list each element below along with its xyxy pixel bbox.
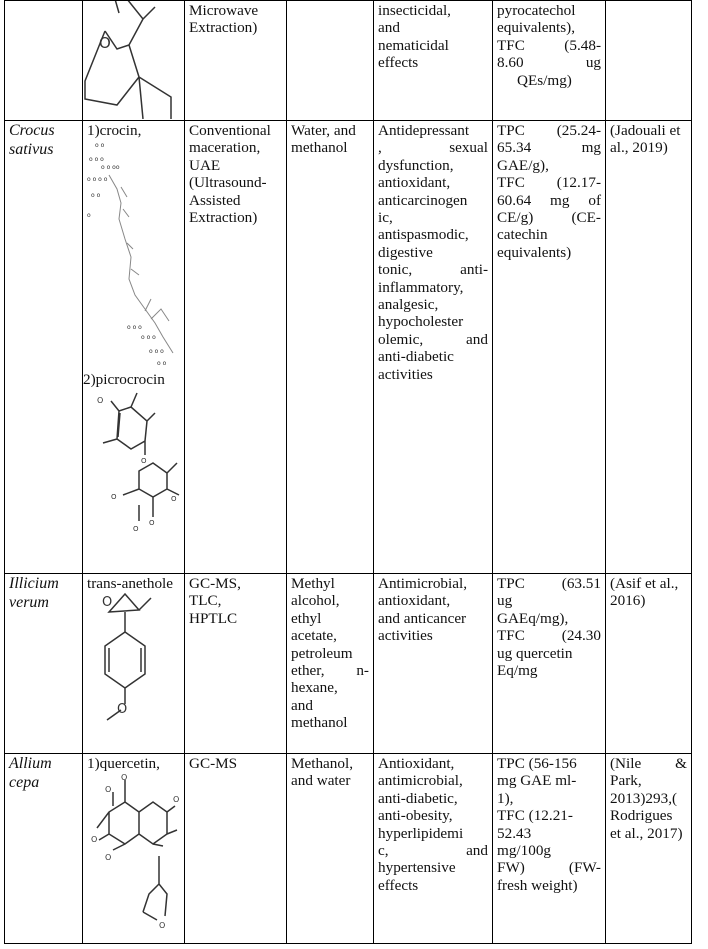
species-cell: [5, 121, 83, 574]
content-line: ug quercetin: [497, 644, 573, 662]
svg-text:O: O: [102, 595, 113, 611]
solvent-cell: [287, 1, 374, 121]
solvent-line: and water: [291, 772, 351, 790]
extraction-line: (Ultrasound-: [189, 174, 267, 192]
extraction-line: UAE: [189, 156, 221, 174]
activity-line: dysfunction,: [378, 156, 454, 174]
content-line: TPC (56-156: [497, 755, 577, 772]
table-row: [5, 1, 692, 121]
activity-line: antioxidant,: [378, 592, 451, 610]
species-name: Allium cepa: [9, 755, 52, 791]
svg-text:O: O: [171, 494, 177, 503]
content-line: TFC (12.21-: [497, 807, 573, 825]
content-line: mg GAE ml-: [497, 772, 577, 790]
activity-line: hyperlipidemi: [378, 824, 464, 842]
content-line: TPC (63.51: [497, 575, 601, 592]
solvent-cell: [287, 121, 374, 574]
activity-line: , sexual: [378, 139, 488, 157]
solvent-line: and: [291, 696, 313, 714]
activity-line: antimicrobial,: [378, 772, 463, 790]
activity-line: tonic, anti-: [378, 261, 488, 279]
activity-line: nematicidal: [378, 36, 449, 54]
reference-cell: [606, 121, 692, 574]
extraction-line: Microwave: [189, 2, 259, 19]
extraction-line: TLC,: [189, 592, 222, 610]
activity-line: ic,: [378, 209, 393, 227]
species-cell: [5, 754, 83, 944]
content-line: fresh weight): [497, 876, 578, 894]
activity-line: inflammatory,: [378, 278, 464, 296]
solvent-line: ethyl: [291, 609, 322, 627]
content-line: 65.34 mg: [497, 139, 601, 157]
content-line: 1),: [497, 789, 514, 807]
content-line: equivalents),: [497, 19, 576, 37]
structure-cell: [83, 121, 185, 574]
solvent-line: petroleum: [291, 644, 353, 662]
table-row: [5, 574, 692, 754]
anethole-structure: [87, 592, 180, 742]
activity-line: Antioxidant,: [378, 755, 455, 772]
species-name: Crocus sativus: [9, 122, 55, 158]
extraction-line: Extraction): [189, 19, 258, 37]
activity-line: insecticidal,: [378, 2, 451, 19]
extraction-line: Conventional: [189, 122, 271, 139]
activity-line: anti-diabetic,: [378, 789, 458, 807]
activity-line: hypertensive: [378, 859, 456, 877]
reference-line: 2013)293,(: [610, 789, 678, 807]
activities-cell: [374, 121, 493, 574]
activity-line: Antidepressant: [378, 122, 470, 139]
activity-line: activities: [378, 365, 433, 383]
extraction-line: Assisted: [189, 191, 241, 209]
svg-text:O: O: [99, 34, 111, 52]
compound-label: 2)picrocrocin: [83, 371, 165, 389]
reference-line: et al., 2017): [610, 824, 683, 842]
content-line: TFC (5.48-: [497, 36, 601, 54]
svg-text:O: O: [105, 785, 112, 795]
reference-line: Rodrigues: [610, 807, 673, 825]
table-row: [5, 754, 692, 944]
extraction-line: GC-MS: [189, 755, 238, 772]
svg-text:O: O: [91, 835, 98, 845]
content-line: pyrocatechol: [497, 2, 576, 19]
svg-text:o o oo: o o oo: [101, 164, 120, 172]
extraction-cell: [185, 754, 287, 944]
activity-line: antispasmodic,: [378, 226, 469, 244]
content-line: QEs/mg): [517, 71, 572, 89]
content-line: Eq/mg: [497, 662, 538, 680]
activities-cell: [374, 1, 493, 121]
extraction-line: Extraction): [189, 209, 258, 227]
compound-label: trans-anethole: [87, 575, 174, 592]
svg-text:o o o: o o o: [127, 324, 142, 332]
svg-text:O: O: [149, 518, 155, 527]
content-line: TFC (12.17-: [497, 174, 601, 192]
activity-line: c, and: [378, 842, 488, 860]
solvent-cell: [287, 754, 374, 944]
activities-cell: [374, 574, 493, 754]
reference-line: 2016): [610, 592, 646, 610]
content-line: 60.64 mg of: [497, 191, 601, 209]
reference-line: (Nile &: [610, 755, 687, 772]
cineole-structure: [83, 1, 176, 119]
reference-line: Park,: [610, 772, 642, 790]
svg-text:o o o: o o o: [141, 334, 156, 342]
reference-line: (Jadouali et: [610, 122, 681, 139]
svg-text:o o o: o o o: [149, 348, 164, 356]
activity-line: anticarcinogen: [378, 191, 468, 209]
svg-text:O: O: [173, 795, 180, 805]
solvent-line: alcohol,: [291, 592, 340, 610]
picrocrocin-structure: [87, 389, 180, 571]
reference-line: al., 2019): [610, 139, 668, 157]
solvent-line: methanol: [291, 139, 348, 157]
content-line: CE/g) (CE-: [497, 209, 601, 227]
solvent-line: methanol: [291, 714, 348, 732]
activity-line: Antimicrobial,: [378, 575, 467, 592]
activity-line: anti-obesity,: [378, 807, 453, 825]
species-name: Illicium verum: [9, 575, 59, 611]
svg-text:O: O: [133, 524, 139, 533]
activity-line: activities: [378, 627, 433, 645]
structure-cell: [83, 574, 185, 754]
svg-text:o: o: [87, 212, 91, 220]
svg-text:o o: o o: [95, 142, 105, 150]
content-line: 52.43: [497, 824, 532, 842]
extraction-line: GC-MS,: [189, 575, 241, 592]
reference-line: (Asif et al.,: [610, 575, 679, 592]
crocin-structure: [87, 139, 180, 371]
solvent-line: ether, n-: [291, 662, 369, 680]
species-cell: [5, 1, 83, 121]
compound-table: [4, 0, 692, 944]
solvent-line: Methyl: [291, 575, 335, 592]
reference-cell: [606, 1, 692, 121]
activity-line: anti-diabetic: [378, 348, 454, 366]
species-cell: [5, 574, 83, 754]
solvent-line: Methanol,: [291, 755, 354, 772]
svg-text:O: O: [105, 853, 112, 863]
content-cell: [493, 1, 606, 121]
quercetin-structure: [87, 772, 180, 932]
solvent-cell: [287, 574, 374, 754]
activities-cell: [374, 754, 493, 944]
content-line: GAE/g),: [497, 156, 549, 174]
structure-cell: [83, 1, 185, 121]
activity-line: antioxidant,: [378, 174, 451, 192]
extraction-cell: [185, 121, 287, 574]
svg-text:O: O: [141, 456, 147, 465]
compound-label: 1)quercetin,: [87, 755, 160, 772]
content-line: ug: [497, 592, 513, 610]
content-cell: [493, 754, 606, 944]
activity-line: effects: [378, 54, 419, 72]
content-line: catechin: [497, 226, 548, 244]
svg-text:o o: o o: [157, 360, 167, 368]
content-line: FW) (FW-: [497, 859, 601, 877]
content-line: 8.60 ug: [497, 54, 601, 72]
svg-text:o o o o: o o o o: [87, 176, 108, 184]
activity-line: hypocholester: [378, 313, 464, 331]
content-line: TPC (25.24-: [497, 122, 601, 139]
svg-text:O: O: [159, 921, 166, 931]
extraction-line: HPTLC: [189, 609, 238, 627]
content-cell: [493, 574, 606, 754]
solvent-line: acetate,: [291, 627, 337, 645]
content-line: GAEq/mg),: [497, 609, 569, 627]
svg-text:o o: o o: [91, 192, 101, 200]
content-cell: [493, 121, 606, 574]
extraction-cell: [185, 1, 287, 121]
reference-cell: [606, 574, 692, 754]
content-line: TFC (24.30: [497, 627, 601, 645]
svg-text:O: O: [111, 492, 117, 501]
svg-text:O: O: [117, 702, 128, 718]
structure-cell: [83, 754, 185, 944]
reference-cell: [606, 754, 692, 944]
solvent-line: Water, and: [291, 122, 356, 139]
activity-line: and: [378, 19, 400, 37]
extraction-line: maceration,: [189, 139, 261, 157]
activity-line: and anticancer: [378, 609, 467, 627]
svg-text:O: O: [97, 395, 104, 405]
content-line: equivalents): [497, 243, 572, 261]
svg-text:O: O: [121, 773, 128, 783]
activity-line: effects: [378, 876, 419, 894]
table-row: [5, 121, 692, 574]
svg-text:o o o: o o o: [89, 156, 104, 164]
compound-label: 1)crocin,: [87, 122, 142, 139]
solvent-line: hexane,: [291, 679, 338, 697]
extraction-cell: [185, 574, 287, 754]
activity-line: digestive: [378, 243, 433, 261]
activity-line: olemic, and: [378, 330, 488, 348]
content-line: mg/100g: [497, 842, 552, 860]
activity-line: analgesic,: [378, 296, 439, 314]
